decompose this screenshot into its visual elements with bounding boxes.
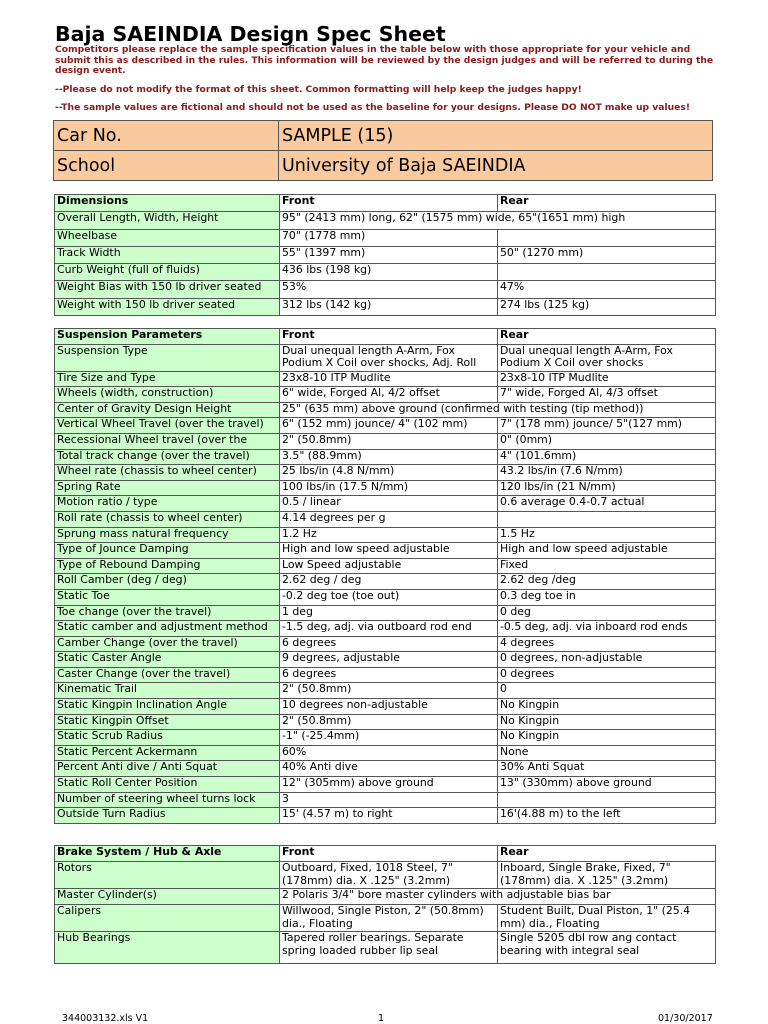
spec-value-front[interactable]: 12" (305mm) above ground	[280, 777, 498, 793]
footer-page-number: 1	[378, 1013, 385, 1024]
spec-row	[55, 621, 716, 637]
column-header-rear: Rear	[498, 329, 716, 345]
spec-row	[55, 699, 716, 715]
spec-value-rear[interactable]: 16'(4.88 m) to the left	[498, 808, 716, 824]
spec-value-rear[interactable]: 0 degrees, non-adjustable	[498, 652, 716, 668]
spec-value-rear[interactable]: 274 lbs (125 kg)	[498, 298, 716, 315]
spec-label: Static Percent Ackermann	[55, 745, 280, 761]
spec-label: Static camber and adjustment method	[55, 621, 280, 637]
spec-label: Caster Change (over the travel)	[55, 667, 280, 683]
spec-value-rear[interactable]: Inboard, Single Brake, Fixed, 7"(178mm) dia. X .125" (3.2mm)	[498, 862, 716, 889]
spec-row	[55, 264, 716, 281]
spec-value-rear[interactable]: 47%	[498, 281, 716, 298]
spec-value-rear[interactable]: 0" (0mm)	[498, 433, 716, 449]
spec-row	[55, 433, 716, 449]
spec-row	[55, 527, 716, 543]
spec-row	[55, 465, 716, 481]
spec-value-rear[interactable]: 4" (101.6mm)	[498, 449, 716, 465]
spec-row	[55, 745, 716, 761]
section-title: Brake System / Hub & Axle	[55, 846, 280, 862]
spec-row	[55, 543, 716, 559]
spec-value-front[interactable]: 3.5" (88.9mm)	[280, 449, 498, 465]
spec-value-front[interactable]: 15' (4.57 m) to right	[280, 808, 498, 824]
spec-value-rear[interactable]: No Kingpin	[498, 714, 716, 730]
spec-label: Center of Gravity Design Height	[55, 402, 280, 418]
school-label: School	[54, 151, 279, 181]
spec-label: Track Width	[55, 246, 280, 263]
spec-row	[55, 683, 716, 699]
spec-label: Calipers	[55, 905, 280, 932]
spec-label: Tire Size and Type	[55, 371, 280, 387]
spec-value-front[interactable]: 2" (50.8mm)	[280, 433, 498, 449]
spec-value-front[interactable]: 100 lbs/in (17.5 N/mm)	[280, 480, 498, 496]
spec-value[interactable]: 25" (635 mm) above ground (confirmed with testing (tip method))	[280, 402, 716, 418]
spec-value-front[interactable]: -0.2 deg toe (toe out)	[280, 589, 498, 605]
spec-value-rear[interactable]: 7" wide, Forged Al, 4/3 offset	[498, 387, 716, 403]
spec-value-rear[interactable]: 1.5 Hz	[498, 527, 716, 543]
spec-value-front[interactable]: Tapered roller bearings. Separate spring loaded rubber lip seal	[280, 932, 498, 964]
spec-row	[55, 418, 716, 434]
spec-value-rear[interactable]: No Kingpin	[498, 699, 716, 715]
spec-value-front[interactable]: 2.62 deg / deg	[280, 574, 498, 590]
section-header-row	[55, 329, 716, 345]
spec-label: Static Caster Angle	[55, 652, 280, 668]
column-header-front: Front	[280, 846, 498, 862]
suspension-table	[54, 328, 716, 824]
spec-label: Hub Bearings	[55, 932, 280, 964]
spec-value-rear[interactable]	[498, 792, 716, 808]
spec-value-front[interactable]: 4.14 degrees per g	[280, 511, 498, 527]
dimensions-table	[54, 194, 716, 316]
spec-value-rear[interactable]	[498, 229, 716, 246]
instructions	[55, 45, 715, 114]
spec-label: Camber Change (over the travel)	[55, 636, 280, 652]
spec-row	[55, 792, 716, 808]
spec-row	[55, 387, 716, 403]
spec-label: Percent Anti dive / Anti Squat	[55, 761, 280, 777]
spec-label: Vertical Wheel Travel (over the travel)	[55, 418, 280, 434]
spec-label: Toe change (over the travel)	[55, 605, 280, 621]
spec-label: Kinematic Trail	[55, 683, 280, 699]
spec-value-front[interactable]: 3	[280, 792, 498, 808]
column-header-front: Front	[280, 195, 498, 212]
spec-value-front[interactable]: 6 degrees	[280, 667, 498, 683]
spec-value-front[interactable]: Outboard, Fixed, 1018 Steel, 7"(178mm) dia. X .125" (3.2mm)	[280, 862, 498, 889]
spec-value-front[interactable]: 1.2 Hz	[280, 527, 498, 543]
spec-label: Recessional Wheel travel (over the	[55, 433, 280, 449]
spec-row	[55, 212, 716, 229]
section-header-row	[55, 195, 716, 212]
spec-value-rear[interactable]: -0.5 deg, adj. via inboard rod ends	[498, 621, 716, 637]
spec-value-rear[interactable]: 43.2 lbs/in (7.6 N/mm)	[498, 465, 716, 481]
spec-row	[55, 246, 716, 263]
spec-label: Static Toe	[55, 589, 280, 605]
spec-value-rear[interactable]	[498, 511, 716, 527]
spec-value-front[interactable]: 70" (1778 mm)	[280, 229, 498, 246]
spec-value-front[interactable]: Dual unequal length A-Arm, Fox Podium X Coil over shocks, Adj. Roll	[280, 344, 498, 371]
spec-value-rear[interactable]: 50" (1270 mm)	[498, 246, 716, 263]
spec-value-rear[interactable]: Dual unequal length A-Arm, Fox Podium X Coil over shocks	[498, 344, 716, 371]
spec-label: Sprung mass natural frequency	[55, 527, 280, 543]
spec-row	[55, 344, 716, 371]
spec-label: Static Roll Center Position	[55, 777, 280, 793]
school-row	[54, 151, 713, 181]
car-info-table	[53, 120, 713, 181]
spec-row	[55, 558, 716, 574]
spec-row	[55, 889, 716, 905]
spec-value-front[interactable]: 55" (1397 mm)	[280, 246, 498, 263]
spec-value-front[interactable]: -1.5 deg, adj. via outboard rod end	[280, 621, 498, 637]
spec-value-front[interactable]: High and low speed adjustable	[280, 543, 498, 559]
spec-value-front[interactable]: 436 lbs (198 kg)	[280, 264, 498, 281]
car-number-row	[54, 121, 713, 151]
spec-value-front[interactable]: 312 lbs (142 kg)	[280, 298, 498, 315]
spec-label: Total track change (over the travel)	[55, 449, 280, 465]
brake-table	[54, 845, 716, 964]
spec-row	[55, 371, 716, 387]
spec-row	[55, 402, 716, 418]
spec-row	[55, 761, 716, 777]
spec-label: Static Scrub Radius	[55, 730, 280, 746]
spec-value-rear[interactable]: 13" (330mm) above ground	[498, 777, 716, 793]
spec-value-rear[interactable]: 30% Anti Squat	[498, 761, 716, 777]
spec-value-rear[interactable]: 0.6 average 0.4-0.7 actual	[498, 496, 716, 512]
spec-label: Wheel rate (chassis to wheel center)	[55, 465, 280, 481]
school-value[interactable]: University of Baja SAEINDIA	[279, 151, 713, 181]
spec-label: Number of steering wheel turns lock	[55, 792, 280, 808]
car-number-label: Car No.	[54, 121, 279, 151]
spec-label: Roll Camber (deg / deg)	[55, 574, 280, 590]
spec-row	[55, 589, 716, 605]
spec-label: Wheels (width, construction)	[55, 387, 280, 403]
spec-label: Type of Rebound Damping	[55, 558, 280, 574]
column-header-front: Front	[280, 329, 498, 345]
spec-value-rear[interactable]: 0 deg	[498, 605, 716, 621]
spec-value[interactable]: 95" (2413 mm) long, 62" (1575 mm) wide, 65"(1651 mm) high	[280, 212, 716, 229]
spec-row	[55, 667, 716, 683]
spec-row	[55, 905, 716, 932]
page-title: Baja SAEINDIA Design Spec Sheet	[55, 22, 446, 46]
spec-label: Outside Turn Radius	[55, 808, 280, 824]
instruction-note: --Please do not modify the format of this sheet. Common formatting will help keep the judges happy!	[55, 83, 582, 95]
instruction-note: Competitors please replace the sample specification values in the table below with those appropriate for your vehicle and submit this as described in the rules. This information will be reviewed by the design judges and will be referred to during the design event.	[55, 44, 714, 77]
spec-row	[55, 730, 716, 746]
spec-label: Wheelbase	[55, 229, 280, 246]
spec-value-front[interactable]: -1" (-25.4mm)	[280, 730, 498, 746]
spec-label: Weight Bias with 150 lb driver seated	[55, 281, 280, 298]
spec-value-front[interactable]: 2" (50.8mm)	[280, 714, 498, 730]
spec-row	[55, 480, 716, 496]
instruction-note: --The sample values are fictional and should not be used as the baseline for your designs. Please DO NOT make up values!	[55, 102, 691, 114]
spec-label: Weight with 150 lb driver seated	[55, 298, 280, 315]
spec-value-front[interactable]: 6 degrees	[280, 636, 498, 652]
spec-value-rear[interactable]: 23x8-10 ITP Mudlite	[498, 371, 716, 387]
spec-label: Static Kingpin Inclination Angle	[55, 699, 280, 715]
spec-row	[55, 652, 716, 668]
column-header-rear: Rear	[498, 195, 716, 212]
section-title: Suspension Parameters	[55, 329, 280, 345]
spec-label: Suspension Type	[55, 344, 280, 371]
spec-row	[55, 932, 716, 964]
spec-row	[55, 808, 716, 824]
spec-row	[55, 281, 716, 298]
spec-value-rear[interactable]: 120 lbs/in (21 N/mm)	[498, 480, 716, 496]
spec-label: Spring Rate	[55, 480, 280, 496]
spec-value-rear[interactable]: 0 degrees	[498, 667, 716, 683]
spec-label: Static Kingpin Offset	[55, 714, 280, 730]
spec-value-rear[interactable]: Student Built, Dual Piston, 1" (25.4 mm) dia., Floating	[498, 905, 716, 932]
footer-date: 01/30/2017	[658, 1013, 713, 1024]
spec-value-front[interactable]: 25 lbs/in (4.8 N/mm)	[280, 465, 498, 481]
spec-value-front[interactable]: 9 degrees, adjustable	[280, 652, 498, 668]
spec-label: Type of Jounce Damping	[55, 543, 280, 559]
spec-row	[55, 714, 716, 730]
spec-label: Master Cylinder(s)	[55, 889, 280, 905]
spec-row	[55, 777, 716, 793]
spec-value-rear[interactable]: 0	[498, 683, 716, 699]
spec-value-front[interactable]: 6" wide, Forged Al, 4/2 offset	[280, 387, 498, 403]
spec-label: Roll rate (chassis to wheel center)	[55, 511, 280, 527]
spec-value-rear[interactable]: None	[498, 745, 716, 761]
spec-value-front[interactable]: Willwood, Single Piston, 2" (50.8mm) dia., Floating	[280, 905, 498, 932]
spec-row	[55, 229, 716, 246]
spec-label: Curb Weight (full of fluids)	[55, 264, 280, 281]
spec-value-rear[interactable]: 2.62 deg /deg	[498, 574, 716, 590]
spec-value-front[interactable]: 1 deg	[280, 605, 498, 621]
spec-row	[55, 862, 716, 889]
spec-value-rear[interactable]: Fixed	[498, 558, 716, 574]
spec-value-front[interactable]: 40% Anti dive	[280, 761, 498, 777]
spec-row	[55, 636, 716, 652]
spec-value-front[interactable]: 0.5 / linear	[280, 496, 498, 512]
section-header-row	[55, 846, 716, 862]
spec-value-rear[interactable]: High and low speed adjustable	[498, 543, 716, 559]
spec-row	[55, 449, 716, 465]
spec-value-front[interactable]: Low Speed adjustable	[280, 558, 498, 574]
footer-filename: 344003132.xls V1	[62, 1013, 149, 1024]
spec-value-rear[interactable]: 7" (178 mm) jounce/ 5"(127 mm)	[498, 418, 716, 434]
spec-row	[55, 496, 716, 512]
spec-label: Rotors	[55, 862, 280, 889]
spec-row	[55, 605, 716, 621]
spec-row	[55, 574, 716, 590]
spec-value-front[interactable]: 60%	[280, 745, 498, 761]
spec-value-front[interactable]: 10 degrees non-adjustable	[280, 699, 498, 715]
spec-value-front[interactable]: 53%	[280, 281, 498, 298]
spec-label: Motion ratio / type	[55, 496, 280, 512]
spec-value-rear[interactable]	[498, 264, 716, 281]
column-header-rear: Rear	[498, 846, 716, 862]
spec-label: Overall Length, Width, Height	[55, 212, 280, 229]
spec-value[interactable]: 2 Polaris 3/4" bore master cylinders with adjustable bias bar	[280, 889, 716, 905]
section-title: Dimensions	[55, 195, 280, 212]
spec-value-front[interactable]: 2" (50.8mm)	[280, 683, 498, 699]
spec-value-rear[interactable]: 0.3 deg toe in	[498, 589, 716, 605]
spec-value-rear[interactable]: No Kingpin	[498, 730, 716, 746]
spec-row	[55, 298, 716, 315]
spec-value-rear[interactable]: 4 degrees	[498, 636, 716, 652]
car-number-value[interactable]: SAMPLE (15)	[279, 121, 713, 151]
spec-row	[55, 511, 716, 527]
spec-value-front[interactable]: 23x8-10 ITP Mudlite	[280, 371, 498, 387]
spec-value-front[interactable]: 6" (152 mm) jounce/ 4" (102 mm)	[280, 418, 498, 434]
spec-value-rear[interactable]: Single 5205 dbl row ang contact bearing with integral seal	[498, 932, 716, 964]
